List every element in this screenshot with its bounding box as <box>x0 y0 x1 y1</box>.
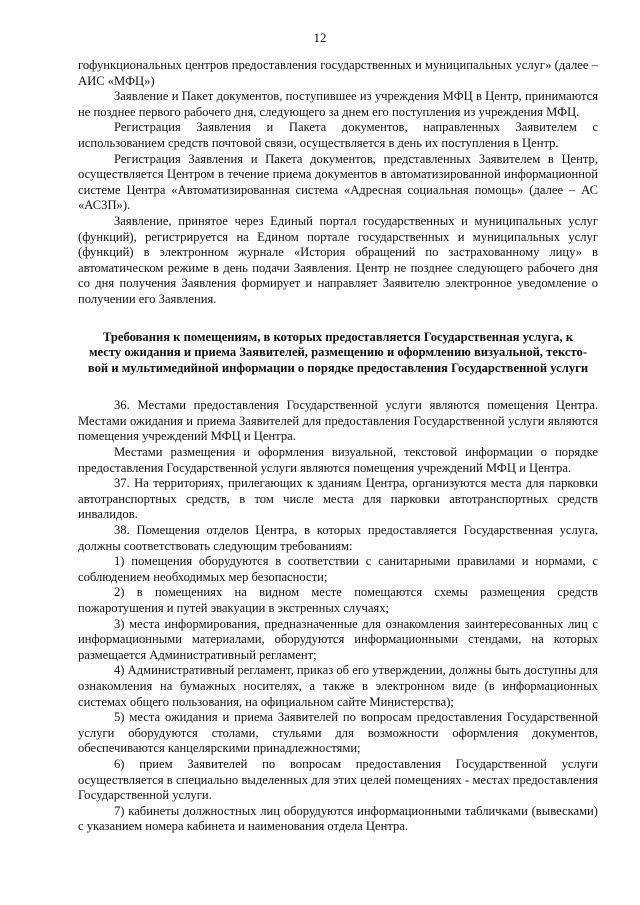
section-heading <box>78 330 598 377</box>
paragraph: Заявление, принятое через Единый портал государственных и муниципальных услуг (функций), регистрируется на Едином портале государственных и муниципальных услуг (функций) в электронном журнале «История обращений по застрахованному лицу» в автоматическом режиме в день подачи Заявления. Центр не позднее следующего рабочего дня со дня получения Заявления формирует и направляет Заявителю электронное уведомление о получении его Заявления. <box>78 213 598 306</box>
paragraph: Регистрация Заявления и Пакета документов, представленных Заявителем в Центр, осуществляется Центром в течение приема документов в автоматизированной информационной системе Центра «Автоматизированная система «Адресная социальная помощь» (далее – АС «АС3П»). <box>78 151 598 213</box>
section-heading-line: месту ожидания и приема Заявителей, размещению и оформлению визуальной, тексто- <box>88 345 588 360</box>
list-item-1: 1) помещения оборудуются в соответствии с санитарными правилами и нормами, с соблюдением необходимых мер безопасности; <box>78 554 598 584</box>
paragraph-36: 36. Местами предоставления Государственной услуги являются помещения Центра. Местами ожидания и приема Заявителей для предоставления Государственной услуги являются помещения учреждений МФЦ и Центра. <box>78 398 598 444</box>
list-item-6: 6) прием Заявителей по вопросам предоставления Государственной услуги осуществляется в специально выделенных для этих целей помещениях - местах предоставления Государственной услуги. <box>78 756 598 803</box>
list-item-2: 2) в помещениях на видном месте помещаются схемы размещения средств пожаротушения и путей эвакуации в экстренных случаях; <box>78 585 598 615</box>
list-item-4: 4) Административный регламент, приказ об его утверждении, должны быть доступны для ознакомления на бумажных носителях, а также в электронном виде (в информационных системах общего пользования, на официальном сайте Министерства); <box>78 663 598 709</box>
paragraph: Местами размещения и оформления визуальной, текстовой информации о порядке предоставления Государственной услуги являются помещения учреждений МФЦ и Центра. <box>78 445 598 475</box>
paragraph-continuation: гофункциональных центров предоставления государственных и муниципальных услуг» (далее – АИС «МФЦ») <box>78 58 598 88</box>
document-body <box>78 58 598 835</box>
list-item-7: 7) кабинеты должностных лиц оборудуются информационными табличками (вывесками) с указанием номера кабинета и наименования отдела Центра. <box>78 803 598 834</box>
list-item-3: 3) места информирования, предназначенные для ознакомления заинтересованных лиц с информационными материалами, оборудуются информационными стендами, на которых размещается Административный регламент; <box>78 616 598 662</box>
page-number: 12 <box>313 30 327 45</box>
section-heading-line: Требования к помещениям, в которых предоставляется Государственная услуга, к <box>102 329 574 344</box>
paragraph-37: 37. На территориях, прилегающих к зданиям Центра, организуются места для парковки автотранспортных средств, в том числе места для парковки автотранспортных средств инвалидов. <box>78 476 598 522</box>
list-item-5: 5) места ожидания и приема Заявителей по вопросам предоставления Государственной услуги оборудуются столами, стульями для возможности оформления документов, обеспечиваются канцелярскими принадлежностями; <box>78 710 598 756</box>
paragraph: Регистрация Заявления и Пакета документов, направленных Заявителем с использованием средств почтовой связи, осуществляется в день их поступления в Центр. <box>78 120 598 150</box>
paragraph: Заявление и Пакет документов, поступившее из учреждения МФЦ в Центр, принимаются не позднее первого рабочего дня, следующего за днем его поступления из учреждения МФЦ. <box>78 89 598 119</box>
paragraph-38: 38. Помещения отделов Центра, в которых предоставляется Государственная услуга, должны соответствовать следующим требованиям: <box>78 523 598 553</box>
section-heading-line: вой и мультимедийной информации о порядке предоставления Государственной услуги <box>87 360 589 375</box>
